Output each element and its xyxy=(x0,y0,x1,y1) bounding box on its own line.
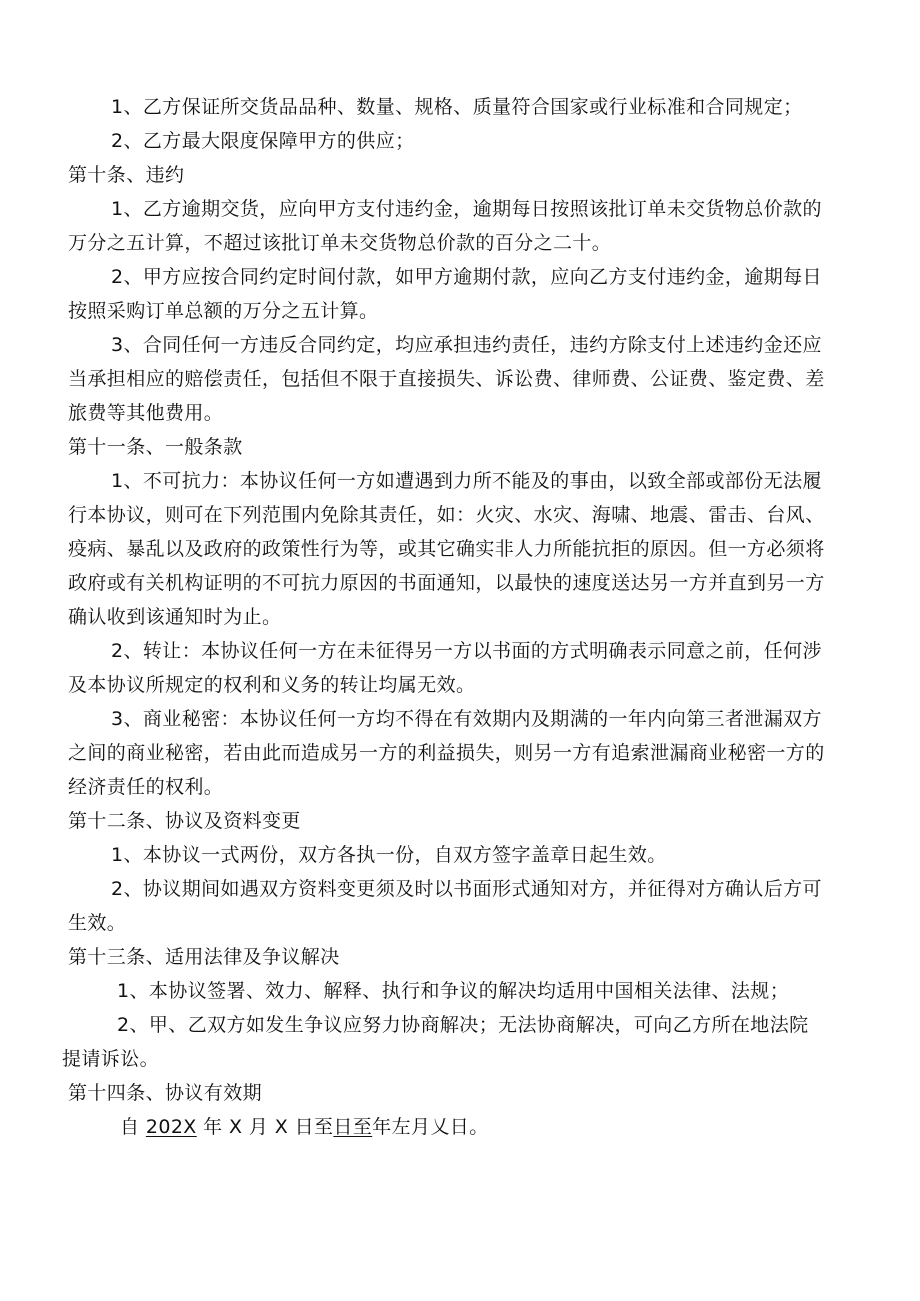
section-heading-13: 第十三条、适用法律及争议解决 xyxy=(68,946,340,968)
clause-10-item-1: 1、乙方逾期交货，应向甲方支付违约金，逾期每日按照该批订单未交货物总价款的 xyxy=(111,198,822,220)
clause-11-item-2-cont: 及本协议所规定的权利和义务的转让均属无效。 xyxy=(68,674,476,696)
clause-11-item-1-cont-1: 行本协议，则可在下列范围内免除其责任，如：火灾、水灾、海啸、地震、雷击、台风、 xyxy=(68,504,825,526)
validity-period-line xyxy=(120,1115,489,1139)
clause-10-item-2: 2、甲方应按合同约定时间付款，如甲方逾期付款，应向乙方支付违约金，逾期每日 xyxy=(111,266,822,288)
clause-11-item-3-cont-1: 之间的商业秘密，若由此而造成另一方的利益损失，则另一方有追索泄漏商业秘密一方的 xyxy=(68,742,825,764)
section-heading-10: 第十条、违约 xyxy=(68,164,185,186)
clause-12-item-2-cont: 生效。 xyxy=(68,912,127,934)
clause-10-item-3-cont-1: 当承担相应的赔偿责任，包括但不限于直接损失、诉讼费、律师费、公证费、鉴定费、差 xyxy=(68,368,825,390)
validity-end-date: 年左月乂日。 xyxy=(372,1116,489,1138)
clause-9-item-1: 1、乙方保证所交货品品种、数量、规格、质量符合国家或行业标准和合同规定； xyxy=(111,96,803,118)
section-heading-11: 第十一条、一般条款 xyxy=(68,436,243,458)
clause-13-item-2: 2、甲、乙双方如发生争议应努力协商解决；无法协商解决，可向乙方所在地法院 xyxy=(117,1014,809,1036)
validity-prefix: 自 xyxy=(120,1116,146,1138)
clause-11-item-2: 2、转让：本协议任何一方在未征得另一方以书面的方式明确表示同意之前，任何涉 xyxy=(111,640,822,662)
validity-start-date: 年 X 月 X 日至 xyxy=(196,1116,334,1138)
clause-11-item-1-cont-4: 确认收到该通知时为止。 xyxy=(68,606,282,628)
clause-12-item-2: 2、协议期间如遇双方资料变更须及时以书面形式通知对方，并征得对方确认后方可 xyxy=(111,878,822,900)
clause-11-item-1: 1、不可抗力：本协议任何一方如遭遇到力所不能及的事由，以致全部或部份无法履 xyxy=(111,470,822,492)
clause-11-item-1-cont-2: 疫病、暴乱以及政府的政策性行为等，或其它确实非人力所能抗拒的原因。但一方必须将 xyxy=(68,538,825,560)
section-heading-14: 第十四条、协议有效期 xyxy=(68,1082,263,1104)
clause-13-item-2-cont: 提请诉讼。 xyxy=(62,1048,160,1070)
clause-12-item-1: 1、本协议一式两份，双方各执一份，自双方签字盖章日起生效。 xyxy=(111,844,667,866)
clause-9-item-2: 2、乙方最大限度保障甲方的供应； xyxy=(111,130,415,152)
clause-10-item-3: 3、合同任何一方违反合同约定，均应承担违约责任，违约方除支付上述违约金还应 xyxy=(111,334,822,356)
clause-13-item-1: 1、本协议签署、效力、解释、执行和争议的解决均适用中国相关法律、法规； xyxy=(117,980,790,1002)
section-heading-12: 第十二条、协议及资料变更 xyxy=(68,810,301,832)
validity-start-year: 202X xyxy=(145,1116,197,1138)
clause-11-item-3: 3、商业秘密：本协议任何一方均不得在有效期内及期满的一年内向第三者泄漏双方 xyxy=(111,708,822,730)
clause-11-item-1-cont-3: 政府或有关机构证明的不可抗力原因的书面通知，以最快的速度送达另一方并直到另一方 xyxy=(68,572,825,594)
clause-10-item-2-cont: 按照采购订单总额的万分之五计算。 xyxy=(68,300,379,322)
validity-underlined-blank: 日至 xyxy=(333,1116,373,1138)
clause-10-item-3-cont-2: 旅费等其他费用。 xyxy=(68,402,224,424)
clause-11-item-3-cont-2: 经济责任的权利。 xyxy=(68,776,224,798)
clause-10-item-1-cont: 万分之五计算，不超过该批订单未交货物总价款的百分之二十。 xyxy=(68,232,612,254)
